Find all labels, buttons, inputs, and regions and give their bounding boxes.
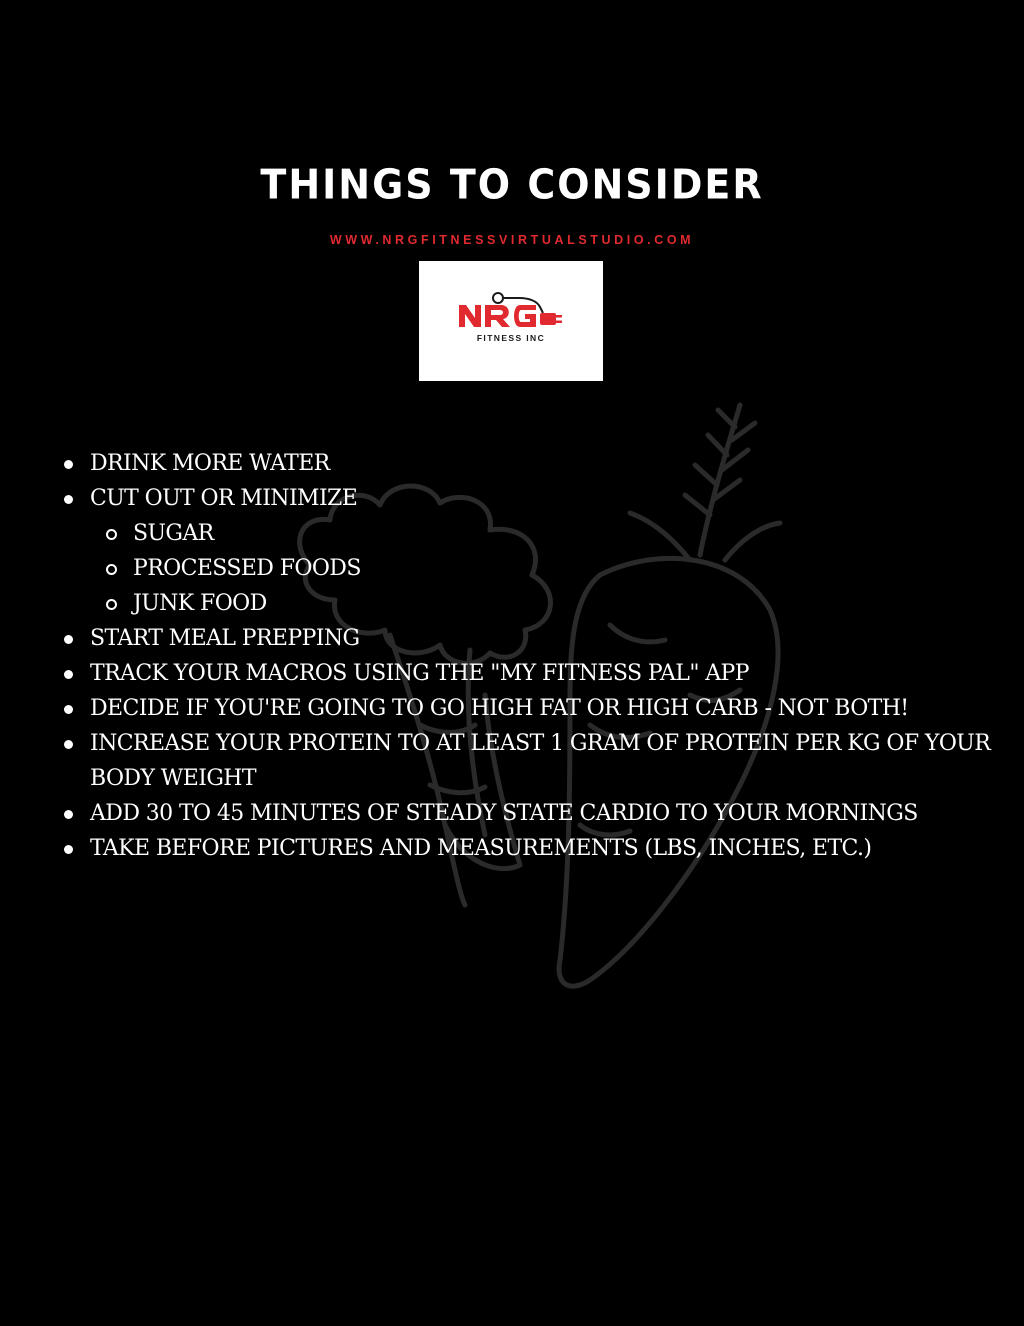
list-item-text: INCREASE YOUR PROTEIN TO AT LEAST 1 GRAM OF PROTEIN PER KG OF YOUR BODY WEIGHT xyxy=(90,731,991,791)
list-item-text: CUT OUT OR MINIMIZE xyxy=(90,486,358,511)
hollow-bullet-icon xyxy=(106,529,117,540)
bullet-icon xyxy=(64,495,73,504)
brand-logo xyxy=(419,261,603,381)
list-item-text: TAKE BEFORE PICTURES AND MEASUREMENTS (LBS, INCHES, ETC.) xyxy=(90,836,872,861)
bullet-icon xyxy=(64,670,73,679)
sub-list-item xyxy=(60,586,1000,621)
sub-list-item xyxy=(60,516,1000,551)
hollow-bullet-icon xyxy=(106,564,117,575)
list-item xyxy=(60,831,1000,866)
list-item xyxy=(60,446,1000,481)
bullet-icon xyxy=(64,460,73,469)
nrg-logo-icon xyxy=(419,261,603,381)
list-item xyxy=(60,656,1000,691)
bullet-icon xyxy=(64,635,73,644)
list-item-text: DECIDE IF YOU'RE GOING TO GO HIGH FAT OR HIGH CARB - NOT BOTH! xyxy=(90,696,909,721)
hollow-bullet-icon xyxy=(106,599,117,610)
considerations-list xyxy=(60,446,1000,866)
list-item-text: PROCESSED FOODS xyxy=(133,556,361,581)
list-item-text: DRINK MORE WATER xyxy=(90,451,330,476)
page-title: THINGS TO CONSIDER xyxy=(260,160,764,209)
bullet-icon xyxy=(64,705,73,714)
sub-list-item xyxy=(60,551,1000,586)
list-item xyxy=(60,726,1000,796)
logo-subtitle: FITNESS INC xyxy=(476,333,546,343)
list-item-text: JUNK FOOD xyxy=(133,591,267,616)
list-item-text: START MEAL PREPPING xyxy=(90,626,360,651)
bullet-icon xyxy=(64,740,73,749)
bullet-icon xyxy=(64,810,73,819)
list-item xyxy=(60,691,1000,726)
list-item-text: SUGAR xyxy=(133,521,214,546)
bullet-icon xyxy=(64,845,73,854)
website-url: WWW.NRGFITNESSVIRTUALSTUDIO.COM xyxy=(329,233,695,247)
list-item-text: TRACK YOUR MACROS USING THE "MY FITNESS PAL" APP xyxy=(90,661,749,686)
list-item xyxy=(60,481,1000,516)
list-item-text: ADD 30 TO 45 MINUTES OF STEADY STATE CARDIO TO YOUR MORNINGS xyxy=(90,801,918,826)
list-item xyxy=(60,621,1000,656)
list-item xyxy=(60,796,1000,831)
